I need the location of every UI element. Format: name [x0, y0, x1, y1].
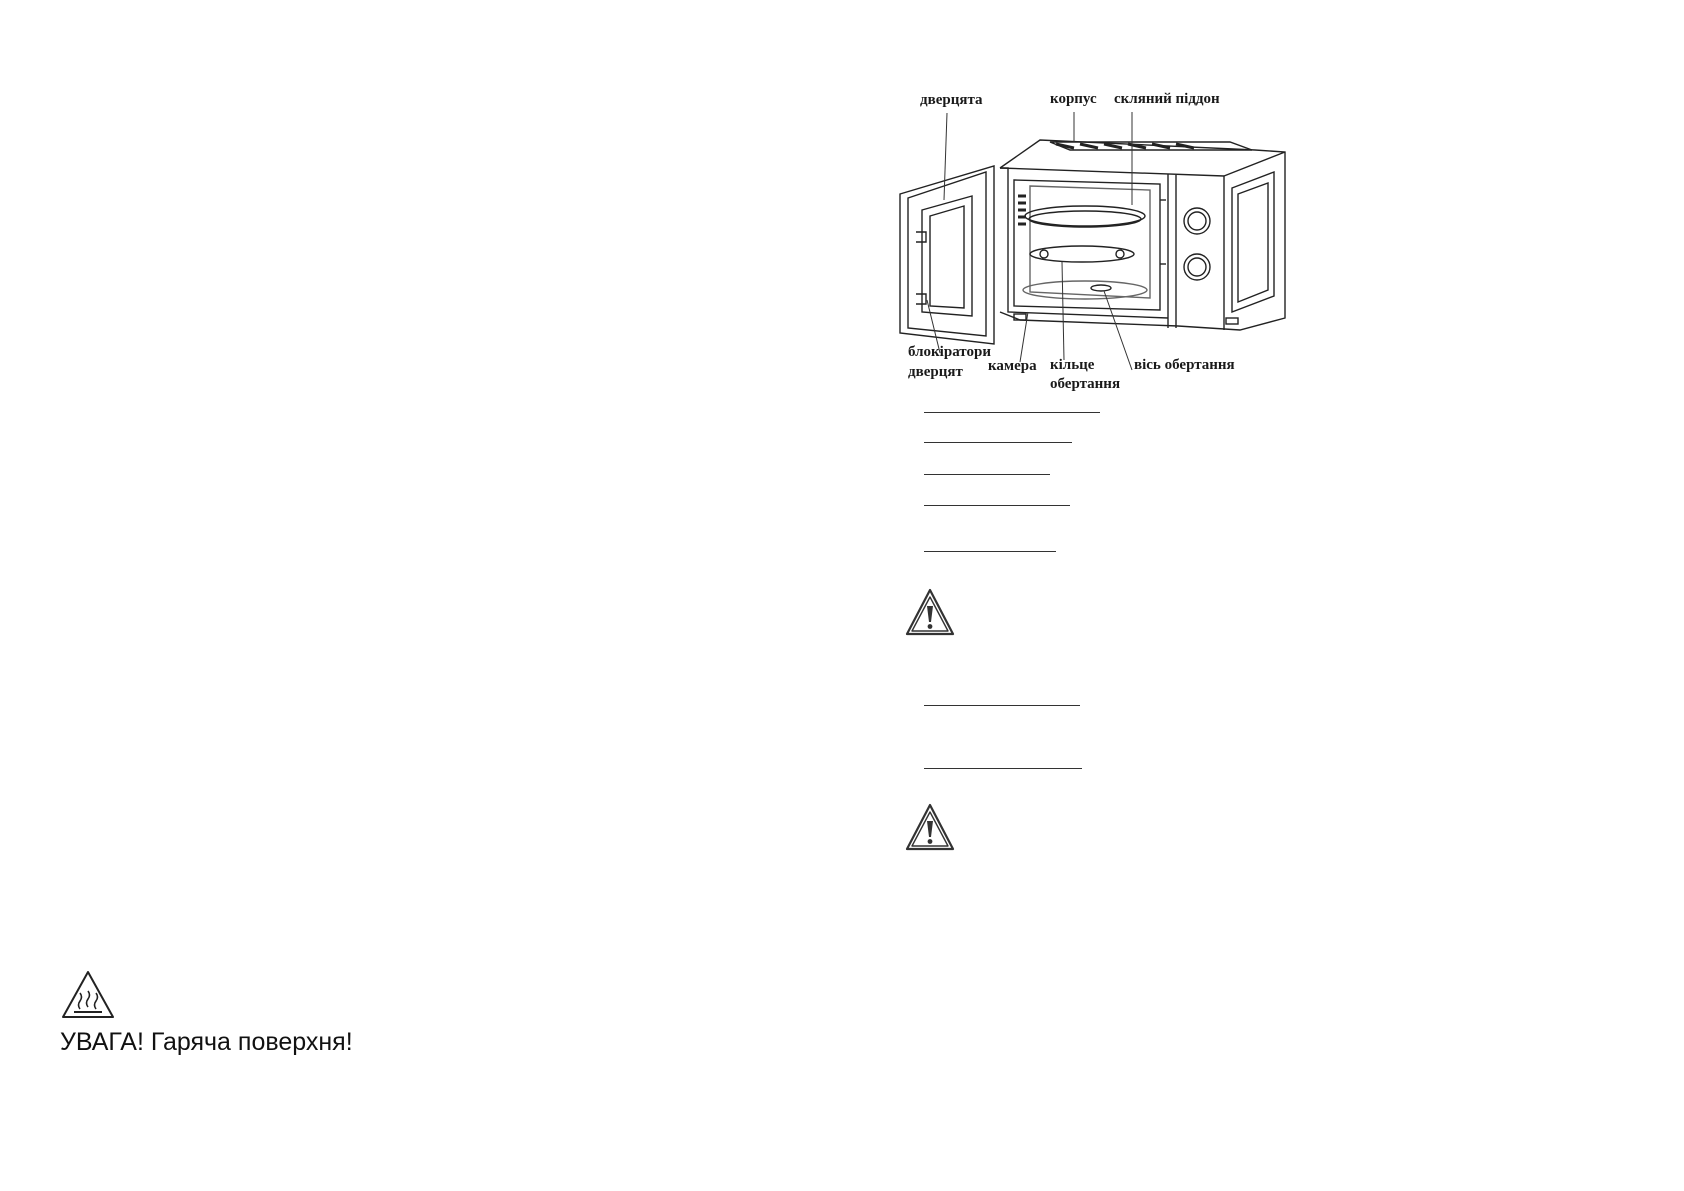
blank-line: [924, 505, 1070, 506]
label-door-locks-line1: блокіратори: [908, 344, 991, 360]
label-glass-tray: скляний піддон: [1114, 91, 1220, 107]
warning-triangle-icon: [904, 587, 956, 639]
label-body: корпус: [1050, 91, 1097, 107]
label-axis: вісь обертання: [1134, 357, 1235, 373]
glass-tray: [1025, 206, 1145, 226]
label-door-locks-line2: дверцят: [908, 364, 963, 380]
door: [900, 166, 994, 344]
label-ring-line2: обертання: [1050, 376, 1121, 392]
chamber-opening: [1000, 168, 1168, 318]
turntable-axis: [1091, 285, 1111, 291]
label-door: дверцята: [920, 92, 983, 108]
blank-line: [924, 551, 1056, 552]
hot-surface-icon: [60, 969, 116, 1021]
label-ring-line1: кільце: [1050, 357, 1095, 373]
roller-ring: [1030, 246, 1134, 262]
hot-surface-warning-text: УВАГА! Гаряча поверхня!: [60, 1028, 353, 1056]
blank-line: [924, 412, 1100, 413]
blank-line: [924, 705, 1080, 706]
blank-line: [924, 768, 1082, 769]
blank-line: [924, 442, 1072, 443]
label-chamber: камера: [988, 358, 1037, 374]
blank-line: [924, 474, 1050, 475]
warning-triangle-icon: [904, 802, 956, 854]
